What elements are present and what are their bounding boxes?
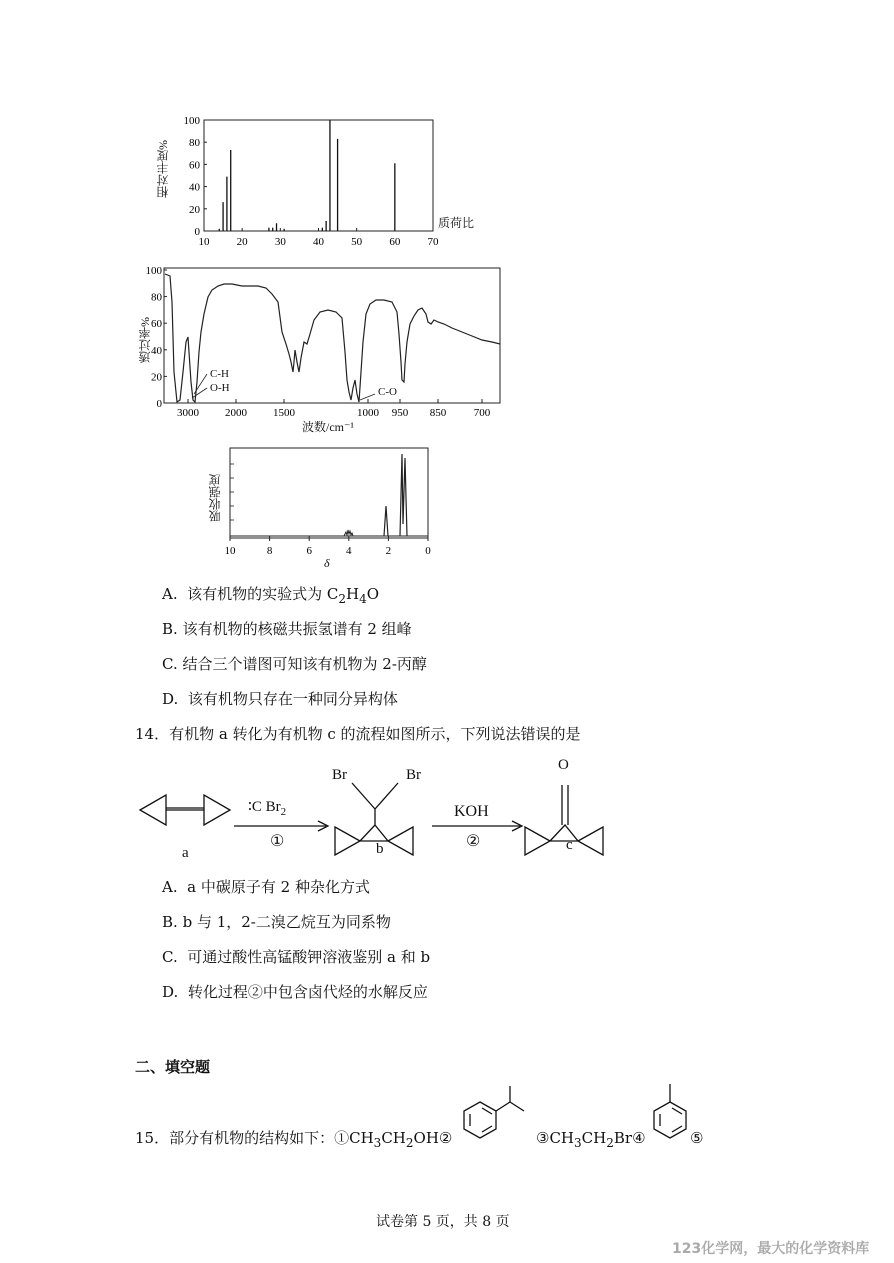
ms-xtick-70: 70 xyxy=(427,236,439,248)
nmr-xtick-10: 10 xyxy=(224,545,236,557)
q14-reaction-scheme xyxy=(130,755,630,860)
nmr-peak-singlet xyxy=(384,506,388,536)
ir-annotation-ch: C-H xyxy=(210,368,229,380)
ir-xtick-700: 700 xyxy=(473,407,491,419)
q14-option-b: B. b 与 1，2-二溴乙烷互为同系物 xyxy=(162,913,391,931)
nmr-xtick-6: 6 xyxy=(306,545,312,557)
q14-option-a: A. a 中碳原子有 2 种杂化方式 xyxy=(162,878,370,896)
ms-xtick-40: 40 xyxy=(313,236,324,248)
ir-ytick-0: 0 xyxy=(156,398,162,410)
ir-ylabel: 透过率% xyxy=(138,317,152,363)
ms-ytick-20: 20 xyxy=(189,203,200,216)
nmr-peak-quartet xyxy=(344,530,353,536)
ms-xtick-20: 20 xyxy=(236,236,248,248)
q14-option-d: D. 转化过程②中包含卤代烃的水解反应 xyxy=(162,983,428,1001)
step-1-label: ① xyxy=(270,833,285,850)
ms-ylabel: 相对丰度% xyxy=(156,140,170,198)
ms-frame xyxy=(204,120,433,231)
ms-ytick-40: 40 xyxy=(189,181,200,194)
ir-ytick-60: 60 xyxy=(151,318,162,331)
reagent-koh: KOH xyxy=(454,803,489,820)
ms-xtick-10: 10 xyxy=(198,236,210,248)
nmr-xtick-4: 4 xyxy=(346,545,352,557)
ir-xtick-1000: 1000 xyxy=(357,407,379,419)
label-b: b xyxy=(376,841,384,857)
step-2-label: ② xyxy=(466,833,481,850)
ms-ytick-80: 80 xyxy=(189,137,200,150)
ms-xlabel: 质荷比 xyxy=(438,216,475,230)
nmr-xtick-8: 8 xyxy=(266,545,273,557)
ms-xtick-30: 30 xyxy=(274,236,286,248)
ir-ytick-80: 80 xyxy=(151,291,162,304)
ir-ytick-40: 40 xyxy=(151,344,162,357)
page-footer: 试卷第 5 页，共 8 页 xyxy=(376,1214,510,1230)
ir-annotation-oh: O-H xyxy=(210,382,230,394)
q15-stem: 15．部分有机物的结构如下：$①CH_3CH_2OH②$ xyxy=(135,1129,453,1150)
section-title: 二、填空题 xyxy=(135,1058,211,1076)
ms-ytick-60: 60 xyxy=(189,159,200,172)
ir-xtick-950: 950 xyxy=(391,407,409,419)
q15-cumene-structure xyxy=(452,1080,532,1160)
ir-xtick-3000: 3000 xyxy=(177,407,199,419)
q15-toluene-structure xyxy=(648,1078,692,1158)
ir-xtick-2000: 2000 xyxy=(225,407,247,419)
ir-xtick-1500: 1500 xyxy=(273,407,295,419)
q13-option-d: D. 该有机物只存在一种同分异构体 xyxy=(162,690,398,708)
ir-spectrum-chart xyxy=(132,262,512,437)
q13-option-c: C. 结合三个谱图可知该有机物为 2-丙醇 xyxy=(162,655,427,673)
molecule-b xyxy=(335,783,413,855)
ir-xtick-850: 850 xyxy=(429,407,447,419)
q14-option-c: C. 可通过酸性高锰酸钾溶液鉴别 a 和 b xyxy=(162,948,431,966)
mass-spectrum-chart xyxy=(150,110,490,260)
nmr-ylabel: 吸收强度 xyxy=(208,474,222,522)
q14-stem: 14．有机物 a 转化为有机物 c 的流程如图所示，下列说法错误的是 xyxy=(135,725,581,743)
q13-option-a: A. 该有机物的实验式为 $C_2H_4O$ xyxy=(162,585,380,606)
molecule-a xyxy=(140,795,230,825)
molecule-c xyxy=(525,785,603,855)
ir-spectrum-svg xyxy=(132,262,512,437)
nmr-spectrum-svg xyxy=(200,444,440,574)
mass-spectrum-svg xyxy=(150,110,490,260)
ir-ytick-100: 100 xyxy=(145,265,162,277)
label-a: a xyxy=(182,845,189,861)
label-c: c xyxy=(566,837,573,853)
atom-br-right: Br xyxy=(406,767,421,783)
nmr-peak-doublet xyxy=(400,454,407,536)
ir-xlabel: 波数/cm⁻¹ xyxy=(302,420,354,434)
ms-ytick-0: 0 xyxy=(194,226,200,238)
atom-o: O xyxy=(558,757,569,773)
ir-annotation-co: C-O xyxy=(378,386,397,398)
q13-option-b: B. 该有机物的核磁共振氢谱有 2 组峰 xyxy=(162,620,412,638)
nmr-xtick-0: 0 xyxy=(425,545,431,557)
nmr-xlabel: δ xyxy=(324,556,330,570)
nmr-xtick-2: 2 xyxy=(385,545,392,557)
ms-xtick-50: 50 xyxy=(351,236,363,248)
ir-ytick-20: 20 xyxy=(151,371,162,384)
watermark: 123化学网，最大的化学资料库 xyxy=(672,1241,870,1257)
reagent-dibromocarbene: ∶C $Br_2$ xyxy=(248,799,287,818)
atom-br-left: Br xyxy=(332,767,347,783)
ms-ytick-100: 100 xyxy=(183,115,200,127)
ms-xtick-60: 60 xyxy=(389,236,401,248)
q15-compound-3: $③CH_3CH_2Br④$ xyxy=(536,1129,646,1150)
nmr-spectrum-chart xyxy=(200,444,440,574)
q15-label-5: ⑤ xyxy=(690,1129,704,1147)
